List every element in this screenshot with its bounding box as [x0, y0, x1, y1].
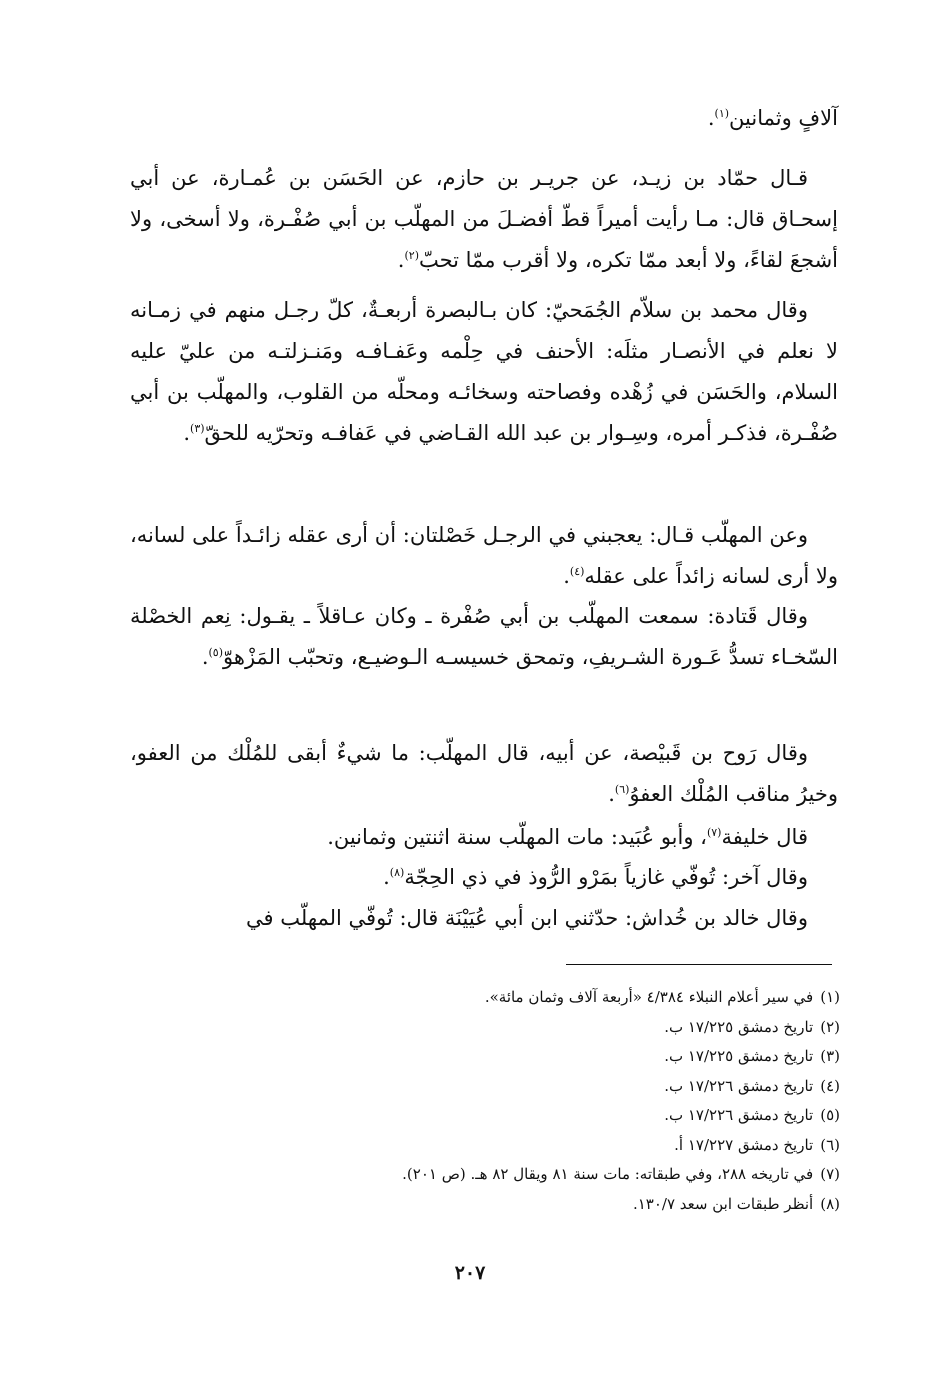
paragraph-text: وقال رَوح بن قَبيْصة، عن أبيه، قال المهلّب: ما شيءٌ أبقى للمُلْك من العفو، وخيرُ مناقب المُلْك العفوُ [130, 741, 838, 806]
footnote-1 [200, 983, 840, 1013]
footnote-number: (٤) [820, 1076, 840, 1095]
footnotes [200, 983, 840, 1219]
footnote-text: تاريخ دمشق ١٧/٢٢٥ ب. [664, 1047, 814, 1065]
line-text-cont: ، وأبو عُبَيد: مات المهلّب سنة اثنتين وثمانين. [327, 825, 707, 849]
footnote-text: تاريخ دمشق ١٧/٢٢٦ ب. [664, 1106, 814, 1124]
paragraph-2 [130, 158, 838, 281]
footnote-8 [200, 1190, 840, 1220]
footnote-text: في سير أعلام النبلاء ٤/٣٨٤ «أربعة آلاف وثمان مائة». [484, 988, 814, 1006]
footnote-4 [200, 1072, 840, 1102]
paragraph-end: . [183, 421, 191, 445]
paragraph-4 [130, 515, 838, 597]
paragraph-text: وقال محمد بن سلاّم الجُمَحيّ: كان بـالبصرة أربعـةٌ، كلّ رجـل منهم في زمـانه لا نعلم في الأنصـار مثلَه: الأحنف في حِلْمه وعَفـافـه ومَنـزلتـه من عليّ عليه السلام، والحَسَن في زُهْده وفصاحته وسخائـه ومحلّه من القلوب، والمهلّب بن أبي صُفْـرة، فذكـر أمره، وسِـوار بن عبد الله القـاضي في عَفافـه وتحرّيه للحقّ [130, 298, 838, 445]
paragraph-text: وقال خالد بن خُداش: حدّثني ابن أبي عُيَيْنَة قال: تُوفّي المهلّب في [246, 906, 808, 930]
page-number: ٢٠٧ [454, 1262, 486, 1284]
footnote-ref: (٣) [190, 422, 205, 435]
footnote-number: (١) [820, 988, 840, 1006]
line-text: وقال آخر: تُوفّي غازياً بمَرْو الرُّوذ في ذي الحِجّة [404, 865, 808, 889]
footnote-text: تاريخ دمشق ١٧/٢٢٥ ب. [664, 1017, 814, 1036]
paragraph-6 [130, 733, 838, 815]
footnote-5 [200, 1101, 840, 1131]
footnote-number: (٨) [820, 1194, 840, 1213]
footnote-separator [566, 964, 832, 965]
footnote-ref: (٧) [706, 826, 722, 839]
paragraph-final [130, 898, 838, 939]
footnote-2 [200, 1013, 840, 1043]
footnote-ref: (٥) [208, 646, 224, 659]
footnote-text: تاريخ دمشق ١٧/٢٢٧ أ. [674, 1135, 814, 1154]
short-line-2 [130, 857, 838, 898]
paragraph-end: . [707, 106, 715, 130]
paragraph-end: . [397, 248, 405, 272]
paragraph-5 [130, 596, 838, 678]
footnote-number: (٥) [820, 1106, 840, 1124]
paragraph-3 [130, 290, 838, 454]
paragraph-1 [130, 98, 838, 139]
footnote-number: (٣) [820, 1047, 840, 1065]
footnote-text: أنظر طبقات ابن سعد ١٣٠/٧. [632, 1194, 814, 1213]
paragraph-text: وعن المهلّب قـال: يعجبني في الرجـل خَصْلتان: أن أرى عقله زائـداً على لسانه، ولا أرى لسانه زائداً على عقله [130, 523, 838, 588]
footnote-number: (٧) [820, 1165, 840, 1183]
footnote-ref: (٢) [404, 249, 419, 262]
footnote-ref: (٨) [389, 866, 405, 879]
paragraph-end: . [608, 782, 615, 806]
paragraph-text: قـال حمّاد بن زيـد، عن جريـر بن حازم، عن الحَسَن بن عُمـارة، عن أبي إسحـاق قال: مـا رأيت أميراً قطّ أفضـلَ من المهلّب بن أبي صُفْـرة، ولا أسخى، ولا أشجعَ لقاءً، ولا أبعد ممّا تكره، ولا أقرب ممّا تحبّ [130, 166, 838, 272]
footnote-ref: (٤) [569, 565, 585, 578]
line-text: قال خليفة [721, 825, 808, 849]
paragraph-text: وقال قَتادة: سمعت المهلّب بن أبي صُفْرة ـ وكان عـاقلاً ـ يقـول: نِعم الخصْلة السّخـاء تسدُّ عَـورة الشـريفِ، وتمحق خسيسـه الـوضيـع، وتحبّب المَزْهوّ [130, 604, 838, 669]
paragraph-end: . [563, 564, 570, 588]
paragraph-text: آلافٍ وثمانين [729, 106, 838, 130]
footnote-text: تاريخ دمشق ١٧/٢٢٦ ب. [664, 1076, 814, 1095]
footnote-number: (٦) [820, 1135, 840, 1154]
footnote-ref: (٦) [614, 783, 630, 796]
footnote-ref: (١) [714, 107, 730, 120]
short-line-1 [130, 817, 838, 858]
footnote-3 [200, 1042, 840, 1072]
line-text-cont: . [383, 865, 390, 889]
footnote-6 [200, 1131, 840, 1161]
footnote-number: (٢) [820, 1017, 840, 1036]
footnote-text: في تاريخه ٢٨٨، وفي طبقاته: مات سنة ٨١ ويقال ٨٢ هـ. (ص ٢٠١). [402, 1165, 814, 1183]
paragraph-end: . [201, 645, 209, 669]
footnote-7 [200, 1160, 840, 1190]
